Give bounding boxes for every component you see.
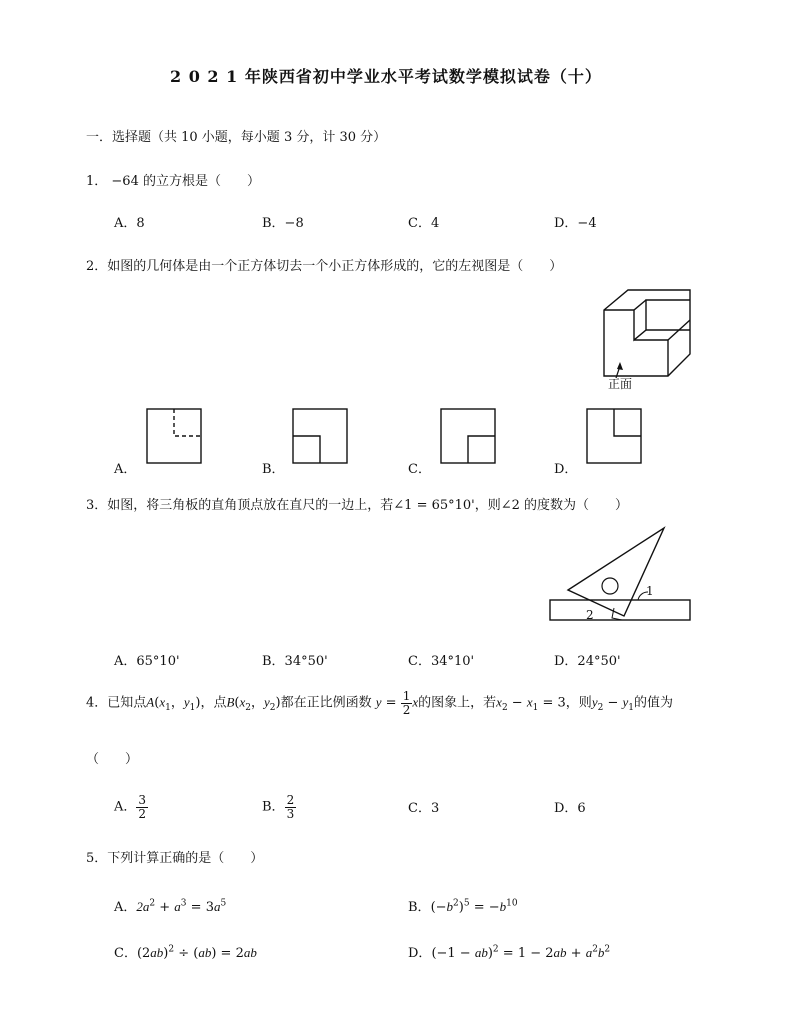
q2-option-d-letter[interactable]: D． [554,462,578,477]
q2-option-a-figure [146,408,202,464]
q5-option-c-letter: C． [114,946,137,961]
q4-option-a-letter: A． [114,799,137,815]
q4-half-fraction: $\frac{1}{2}$ [402,689,411,717]
q5-option-b[interactable]: B．$(-b^2)^5 = -b^{10}$ [408,898,518,915]
q1-option-c[interactable]: C．4 [408,216,440,231]
q4-text-6: 的值为 [634,695,674,711]
question-5-stem: 5．下列计算正确的是（ ） [86,851,264,866]
q1-option-d[interactable]: D．−4 [554,216,597,231]
q3-triangle-ruler-figure [546,524,696,626]
q4-option-d[interactable]: D．6 [554,801,586,816]
q3-option-d[interactable]: D．24°50' [554,654,621,669]
page-title: 2 0 2 1 年陕西省初中学业水平考试数学模拟试卷（十） [170,67,602,86]
q4-option-b[interactable] [262,794,296,820]
q5-option-c[interactable]: C．$(2ab)^2 \div (ab) = 2ab$ [114,944,257,961]
q2-option-b-figure [292,408,348,464]
q2-option-b-letter[interactable]: B． [262,462,285,477]
q4-function: y [375,694,382,710]
q4-answer-paren: （ ） [86,752,139,767]
q5-option-b-letter: B． [408,900,431,915]
q1-option-a[interactable]: A．8 [114,216,145,231]
q4-target: y [591,694,598,710]
q4-option-a-fraction: $\frac{3}{2}$ [138,793,147,821]
q2-front-label: 正面 [608,377,633,391]
q5-option-d[interactable]: D．$(-1 - ab)^2 = 1 - 2ab + a^2b^2$ [408,944,611,961]
question-1-stem: 1． −64 的立方根是（ ） [86,174,260,189]
q5-option-d-letter: D． [408,946,432,961]
q2-option-c-letter[interactable]: C． [408,462,431,477]
q3-angle-1-label: 1 [646,584,654,598]
q3-angle-2-label: 2 [586,608,594,622]
q4-option-b-fraction: $\frac{2}{3}$ [286,793,295,821]
question-3-stem: 3．如图，将三角板的直角顶点放在直尺的一边上，若∠1 = 65°10'，则∠2 的度数为（ ） [86,498,629,513]
q4-option-c[interactable]: C．3 [408,801,440,816]
q5-option-a-letter: A． [114,900,137,915]
q4-text-3: 都在正比例函数 [280,695,372,711]
section-header: 一．选择题（共 10 小题，每小题 3 分，计 30 分） [86,130,387,145]
q2-option-d-figure [586,408,642,464]
q2-option-a-letter[interactable]: A． [114,462,137,477]
q4-text-5: ，则 [565,695,592,711]
q2-option-c-figure [440,408,496,464]
q4-point-a: A [146,694,155,710]
q3-option-a[interactable]: A．65°10' [114,654,180,669]
q4-condition: x [496,694,502,710]
question-2-stem: 2．如图的几何体是由一个正方体切去一个小正方体形成的，它的左视图是（ ） [86,259,563,274]
q1-option-b[interactable]: B．−8 [262,216,304,231]
q4-point-b: B [226,694,235,710]
question-4-stem: 4．已知点$A(x_1$，$y_1$)，点$B(x_2$，$y_2$)都在正比例函数 y = $\frac{1}{2}$ x的图象上，若$x_2 - x_1 = 3$，则$y_2 - y_1$的值为 [86,689,674,717]
q4-text-4: 的图象上，若 [418,695,497,711]
q4-text-1: 4．已知点 [86,695,147,711]
q4-option-a[interactable] [114,794,148,820]
q3-option-c[interactable]: C．34°10' [408,654,475,669]
q3-option-b[interactable]: B．34°50' [262,654,328,669]
q4-text-2: ，点 [200,695,227,711]
q4-option-b-letter: B． [262,799,285,815]
q5-option-a[interactable]: A．$2a^2 + a^3 = 3a^5$ [114,898,227,915]
